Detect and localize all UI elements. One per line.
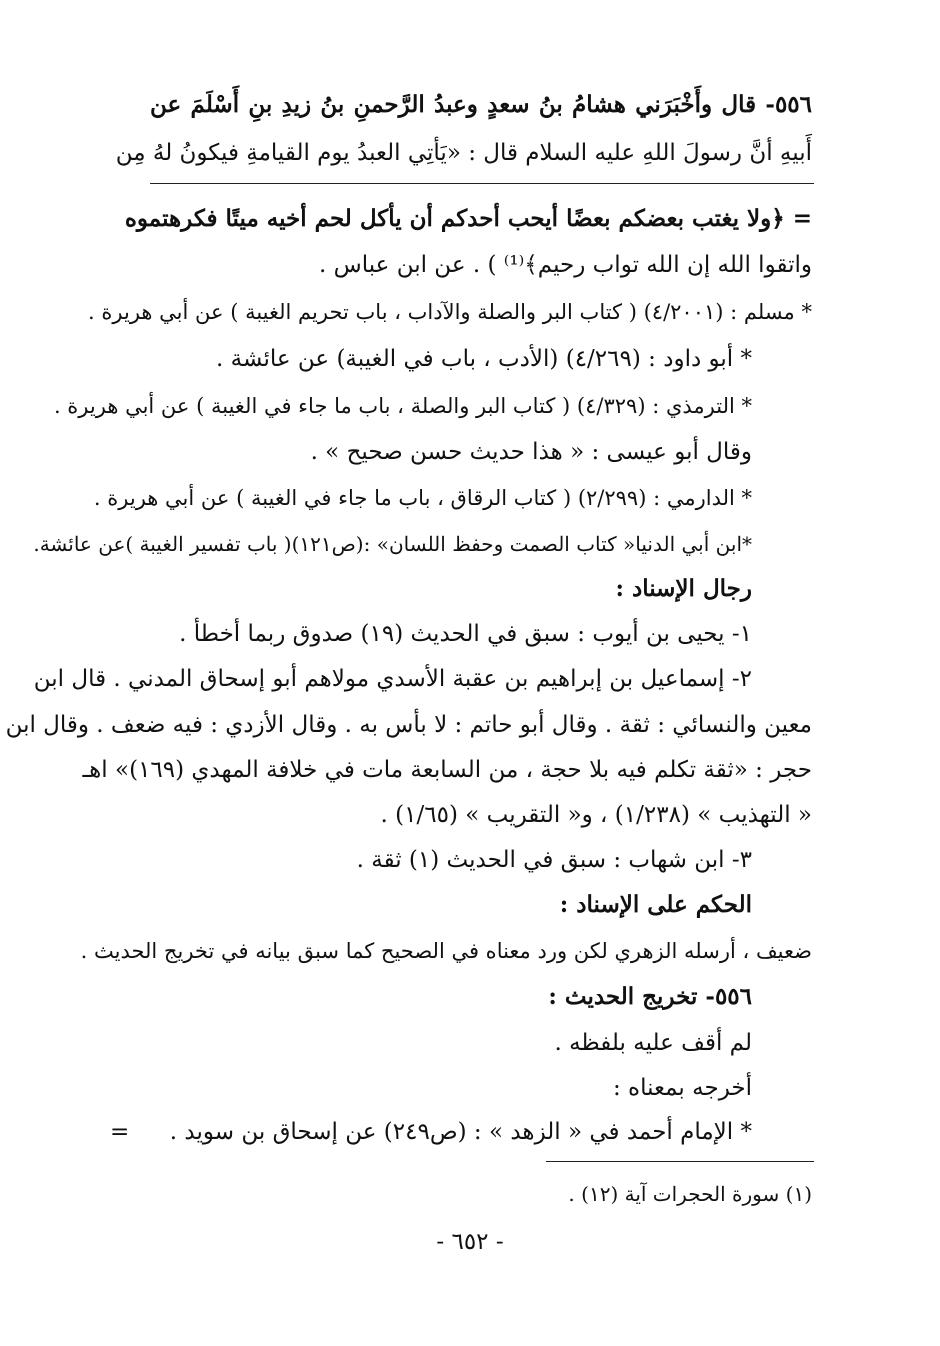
footnote-divider: [546, 1161, 814, 1162]
narrator-2-line-4: « التهذيب » (١/٢٣٨) ، و« التقريب » (١/٦٥) .: [380, 802, 812, 828]
quran-verse-line-1: = ﴿ولا يغتب بعضكم بعضًا أيحب أحدكم أن يأكل لحم أخيه ميتًا فكرهتموه: [124, 205, 812, 232]
section-heading-isnad-ruling: الحكم على الإسناد :: [559, 891, 752, 918]
takhrij-ibn-abi-dunya: *ابن أبي الدنيا« كتاب الصمت وحفظ اللسان» :(ص١٢١)( باب تفسير الغيبة )عن عائشة.: [33, 532, 752, 556]
narrator-2-line-2: معين والنسائي : ثقة . وقال أبو حاتم : لا بأس به . وقال الأزدي : فيه ضعف . وقال ابن: [5, 712, 812, 738]
body-divider: [150, 183, 814, 184]
isnad-ruling-text: ضعيف ، أرسله الزهري لكن ورد معناه في الصحيح كما سبق بيانه في تخريج الحديث .: [80, 939, 812, 963]
takhrij-note-wording: لم أقف عليه بلفظه .: [554, 1030, 752, 1056]
narrator-2-line-3: حجر : «ثقة تكلم فيه بلا حجة ، من السابعة مات في خلافة المهدي (١٦٩)» اهـ: [82, 757, 812, 783]
abu-isa-grading: وقال أبو عيسى : « هذا حديث حسن صحيح » .: [310, 439, 752, 465]
continuation-mark: =: [110, 1119, 130, 1145]
quran-verse-line-2: واتقوا الله إن الله تواب رحيم﴾⁽¹⁾ ) . عن ابن عباس .: [319, 252, 812, 278]
takhrij-tirmidhi: * الترمذي : (٤/٣٢٩) ( كتاب البر والصلة ، باب ما جاء في الغيبة ) عن أبي هريرة .: [53, 394, 752, 418]
narrator-2-line-1: ٢- إسماعيل بن إبراهيم بن عقبة الأسدي مولاهم أبو إسحاق المدني . قال ابن: [33, 666, 752, 692]
takhrij-abu-dawud: * أبو داود : (٤/٢٦٩) (الأدب ، باب في الغيبة) عن عائشة .: [216, 346, 752, 372]
section-heading-narrators: رجال الإسناد :: [615, 575, 752, 602]
takhrij-muslim: * مسلم : (٤/٢٠٠١) ( كتاب البر والصلة والآداب ، باب تحريم الغيبة ) عن أبي هريرة .: [88, 300, 812, 324]
footnote: (١) سورة الحجرات آية (١٢) .: [568, 1182, 812, 1206]
narrator-1: ١- يحيى بن أيوب : سبق في الحديث (١٩) صدوق ربما أخطأ .: [179, 621, 752, 647]
takhrij-note-meaning: أخرجه بمعناه :: [612, 1075, 752, 1101]
page-number: - ٦٥٢ -: [436, 1229, 504, 1255]
hadith-line-1: ٥٥٦- قال وأَخْبَرَني هشامُ بنُ سعدٍ وعبدُ الرَّحمنِ بنُ زيدِ بنِ أَسْلَمَ عن: [150, 91, 812, 118]
takhrij-ahmad: * الإمام أحمد في « الزهد » : (ص٢٤٩) عن إسحاق بن سويد .: [169, 1119, 752, 1145]
takhrij-darimi: * الدارمي : (٢/٢٩٩) ( كتاب الرقاق ، باب ما جاء في الغيبة ) عن أبي هريرة .: [93, 486, 752, 510]
section-heading-takhrij: ٥٥٦- تخريج الحديث :: [548, 983, 752, 1010]
narrator-3: ٣- ابن شهاب : سبق في الحديث (١) ثقة .: [356, 847, 752, 873]
hadith-line-2: أَبيهِ أنَّ رسولَ اللهِ عليه السلام قال : «يَأتِي العبدُ يوم القيامةِ فيكونُ لهُ مِن: [115, 140, 812, 166]
